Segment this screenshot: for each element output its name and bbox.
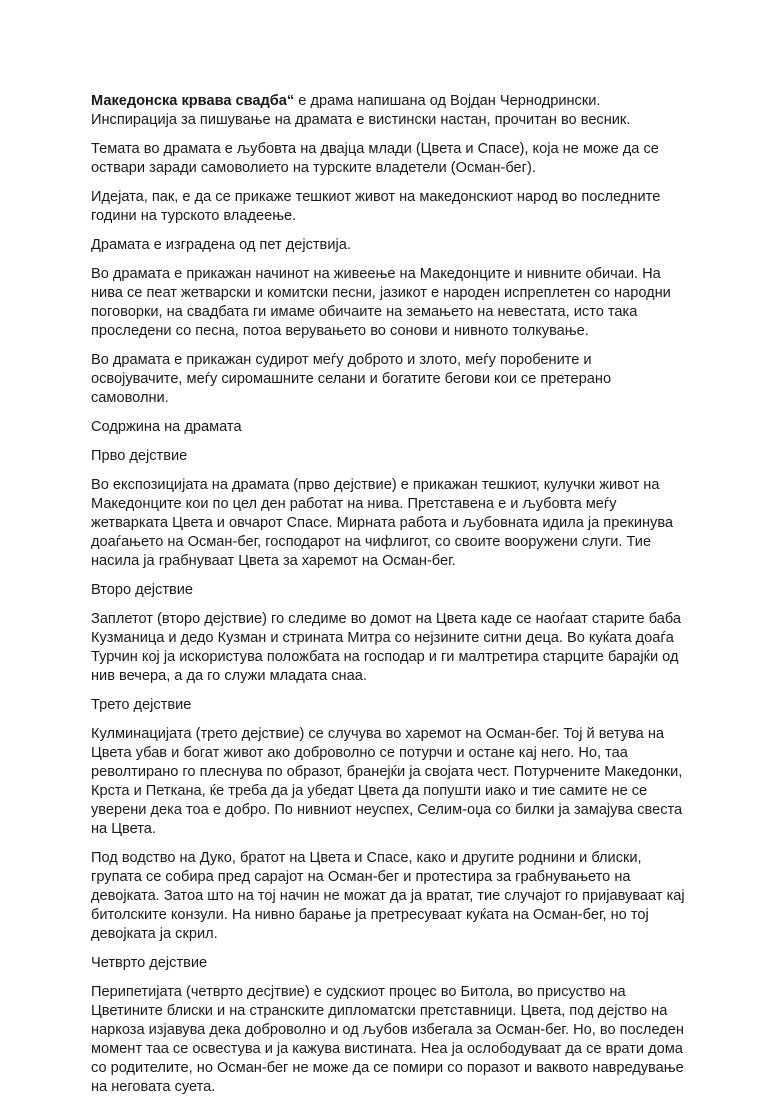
play-title: Македонска крвава свадба“ [91, 93, 295, 109]
paragraph-act-1: Во експозицијата на драмата (прво дејствие) е прикажан тешкиот, кулучки живот на Македонците кои по цел ден работат на нива. Претставена е и љубовта меѓу жетварката Цвета и овчарот Спасе. Мирната работа и љубовната идила ја прекинува доаѓањето на Осман-бег, господарот на чифлигот, со своите вооружени слуги. Тие насила ја грабнуваат Цвета за харемот на Осман-бег. [91, 477, 674, 569]
paragraph-theme: Темата во драмата е љубовта на двајца млади (Цвета и Спасе), која не може да се оствари заради самоволието на турските владетели (Осман-бег). [91, 141, 659, 176]
paragraph-conflict: Во драмата е прикажан судирот меѓу доброто и злото, меѓу поробените и освојувачите, меѓу сиромашните селани и богатите бегови кои се претерано самоволни. [91, 352, 612, 406]
paragraph-structure: Драмата е изградена од пет дејствија. [91, 237, 351, 253]
intro-paragraph [91, 92, 686, 130]
section-heading-act-3: Трето дејствие [91, 697, 192, 713]
paragraph-idea: Идејата, пак, е да се прикаже тешкиот живот на македонскиот народ во последните години на турското владеење. [91, 189, 661, 224]
paragraph-act-3-protest: Под водство на Дуко, братот на Цвета и Спасе, како и другите роднини и блиски, групата се собира пред сарајот на Осман-бег и протестира за грабнувањето на девојката. Затоа што на тој начин не можат да ја вратат, тие случајот го пријавуваат кај битолските конзули. На нивно барање ја претресуваат куќата на Осман-бег, но тој девојката ја скрил. [91, 850, 685, 942]
section-heading-content: Содржина на драмата [91, 419, 242, 435]
paragraph-act-2: Заплетот (второ дејствие) го следиме во домот на Цвета каде се наоѓаат старите баба Кузманица и дедо Кузман и стрината Митра со нејзините ситни деца. Во куќата доаѓа Турчин кој ја искористува положбата на господар и ги малтретира старците барајќи од нив вечера, а да го служи младата снаа. [91, 611, 682, 684]
paragraph-act-4: Перипетијата (четврто десјтвие) е судскиот процес во Битола, во присуство на Цветините блиски и на странските дипломатски претставници. Цвета, под дејство на наркоза изјавува дека доброволно и од љубов избегала за Осман-бег. Но, во последен момент таа се освестува и ја кажува вистината. Неа ја ослободуваат да се врати дома со родителите, но Осман-бег не може да се помири со поразот и ваквото навредување на неговата суета. [91, 984, 684, 1095]
intro-text: е драма напишана од Војдан Чернодрински. Инспирација за пишување на драмата е вистински настан, прочитан во весник. [91, 93, 631, 128]
paragraph-customs: Во драмата е прикажан начинот на живеење на Македонците и нивните обичаи. На нива се пеат жетварски и комитски песни, јазикот е народен испреплетен со народни поговорки, на свадбата ги имаме обичаите на земањето на невестата, исто така проследени со песна, потоа верувањето во сонови и нивното толкување. [91, 266, 671, 339]
paragraph-act-3: Кулминацијата (трето дејствие) се случува во харемот на Осман-бег. Тој й ветува на Цвета убав и богат живот ако доброволно се потурчи и остане кај него. Но, таа револтирано го плеснува по образот, бранејќи ја својата чест. Потурчените Македонки, Крста и Петкана, ќе треба да ја убедат Цвета да попушти иако и тие самите не се уверени дека тоа е добро. По нивниот неуспех, Селим-оџа со билки ја замајува свеста на Цвета. [91, 726, 683, 837]
section-heading-act-2: Второ дејствие [91, 582, 194, 598]
section-heading-act-1: Прво дејствие [91, 448, 188, 464]
section-heading-act-4: Четврто дејствие [91, 955, 208, 971]
